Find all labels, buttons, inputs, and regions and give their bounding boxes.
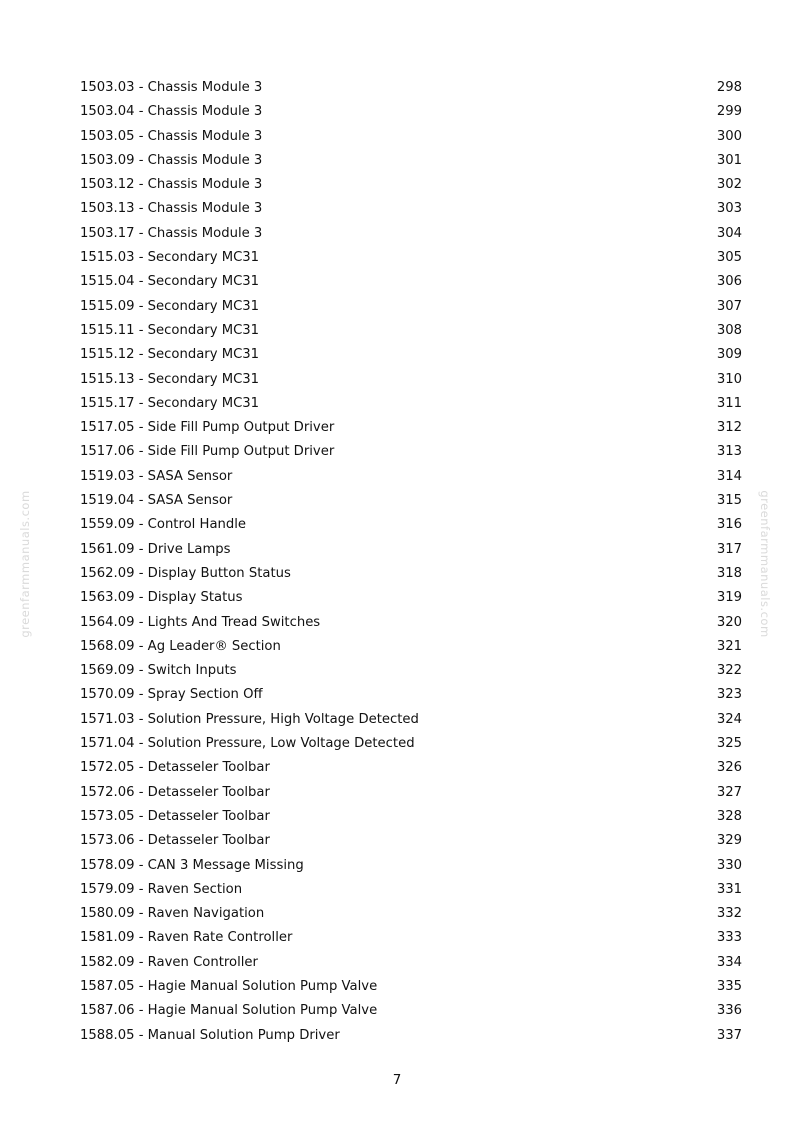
- toc-entry-page: 326: [716, 760, 742, 776]
- toc-entry-page: 305: [716, 250, 742, 266]
- toc-entry-title: 1562.09 - Display Button Status: [80, 565, 291, 581]
- toc-entry-title: 1587.06 - Hagie Manual Solution Pump Valve: [80, 1003, 378, 1019]
- toc-entry-page: 321: [716, 638, 742, 654]
- toc-entry-title: 1503.05 - Chassis Module 3: [80, 128, 263, 144]
- toc-entry[interactable]: [80, 611, 742, 635]
- toc-entry-title: 1578.09 - CAN 3 Message Missing: [80, 857, 304, 873]
- toc-entry-title: 1563.09 - Display Status: [80, 590, 243, 606]
- toc-entry-title: 1515.13 - Secondary MC31: [80, 371, 260, 387]
- toc-entry-title: 1588.05 - Manual Solution Pump Driver: [80, 1027, 340, 1043]
- toc-entry-page: 328: [716, 808, 742, 824]
- toc-entry-page: 329: [716, 833, 742, 849]
- toc-entry[interactable]: [80, 197, 742, 221]
- toc-entry-page: 312: [716, 420, 742, 436]
- toc-entry-title: 1519.03 - SASA Sensor: [80, 468, 233, 484]
- toc-entry-page: 319: [716, 590, 742, 606]
- toc-entry-title: 1561.09 - Drive Lamps: [80, 541, 231, 557]
- toc-entry-title: 1515.09 - Secondary MC31: [80, 298, 260, 314]
- toc-entry[interactable]: [80, 951, 742, 975]
- watermark-left: greenfarmmanuals.com: [18, 490, 32, 638]
- toc-entry[interactable]: [80, 489, 742, 513]
- toc-entry[interactable]: [80, 683, 742, 707]
- toc-entry-page: 337: [716, 1027, 742, 1043]
- toc-entry-title: 1573.05 - Detasseler Toolbar: [80, 808, 270, 824]
- toc-entry[interactable]: [80, 392, 742, 416]
- toc-entry[interactable]: [80, 829, 742, 853]
- toc-entry-page: 307: [716, 298, 742, 314]
- toc-entry[interactable]: [80, 999, 742, 1023]
- toc-entry[interactable]: [80, 295, 742, 319]
- toc-entry[interactable]: [80, 926, 742, 950]
- toc-entry-title: 1570.09 - Spray Section Off: [80, 687, 263, 703]
- toc-entry-page: 300: [716, 128, 742, 144]
- toc-entry-title: 1569.09 - Switch Inputs: [80, 663, 237, 679]
- toc-entry-title: 1580.09 - Raven Navigation: [80, 906, 265, 922]
- toc-entry-page: 324: [716, 711, 742, 727]
- toc-entry-title: 1571.03 - Solution Pressure, High Voltage Detected: [80, 711, 419, 727]
- toc-entry[interactable]: [80, 854, 742, 878]
- toc-entry-title: 1503.13 - Chassis Module 3: [80, 201, 263, 217]
- toc-entry-page: 308: [716, 322, 742, 338]
- toc-entry-title: 1515.04 - Secondary MC31: [80, 274, 260, 290]
- toc-entry[interactable]: [80, 562, 742, 586]
- toc-entry-title: 1572.06 - Detasseler Toolbar: [80, 784, 270, 800]
- toc-entry[interactable]: [80, 902, 742, 926]
- toc-entry-page: 310: [716, 371, 742, 387]
- toc-entry-page: 309: [716, 347, 742, 363]
- toc-entry[interactable]: [80, 465, 742, 489]
- table-of-contents: [80, 76, 742, 1048]
- toc-entry[interactable]: [80, 440, 742, 464]
- toc-entry[interactable]: [80, 635, 742, 659]
- toc-entry-title: 1573.06 - Detasseler Toolbar: [80, 833, 270, 849]
- toc-entry-title: 1515.11 - Secondary MC31: [80, 322, 260, 338]
- toc-entry-page: 311: [716, 395, 742, 411]
- toc-entry-title: 1515.17 - Secondary MC31: [80, 395, 260, 411]
- toc-entry-page: 336: [716, 1003, 742, 1019]
- toc-entry[interactable]: [80, 222, 742, 246]
- toc-entry-title: 1503.17 - Chassis Module 3: [80, 225, 263, 241]
- toc-entry-title: 1568.09 - Ag Leader® Section: [80, 638, 281, 654]
- toc-entry-page: 325: [716, 736, 742, 752]
- toc-entry-title: 1517.05 - Side Fill Pump Output Driver: [80, 420, 335, 436]
- toc-entry[interactable]: [80, 513, 742, 537]
- toc-entry-page: 320: [716, 614, 742, 630]
- toc-entry[interactable]: [80, 756, 742, 780]
- toc-entry[interactable]: [80, 125, 742, 149]
- page-number: 7: [392, 1072, 402, 1088]
- toc-entry-page: 316: [716, 517, 742, 533]
- toc-entry[interactable]: [80, 975, 742, 999]
- toc-entry-title: 1579.09 - Raven Section: [80, 881, 243, 897]
- toc-entry-title: 1572.05 - Detasseler Toolbar: [80, 760, 270, 776]
- toc-entry[interactable]: [80, 149, 742, 173]
- toc-entry-title: 1571.04 - Solution Pressure, Low Voltage Detected: [80, 736, 415, 752]
- toc-entry-page: 322: [716, 663, 742, 679]
- toc-entry-title: 1515.12 - Secondary MC31: [80, 347, 260, 363]
- toc-entry-page: 304: [716, 225, 742, 241]
- toc-entry-page: 301: [716, 152, 742, 168]
- toc-entry[interactable]: [80, 368, 742, 392]
- toc-entry-title: 1519.04 - SASA Sensor: [80, 493, 233, 509]
- toc-entry-title: 1582.09 - Raven Controller: [80, 954, 258, 970]
- toc-entry-page: 333: [716, 930, 742, 946]
- toc-entry[interactable]: [80, 732, 742, 756]
- toc-entry-page: 314: [716, 468, 742, 484]
- toc-entry[interactable]: [80, 270, 742, 294]
- toc-entry-title: 1503.12 - Chassis Module 3: [80, 177, 263, 193]
- toc-entry[interactable]: [80, 416, 742, 440]
- toc-entry-page: 298: [716, 80, 742, 95]
- toc-entry[interactable]: [80, 586, 742, 610]
- toc-entry-page: 334: [716, 954, 742, 970]
- toc-entry-title: 1587.05 - Hagie Manual Solution Pump Valve: [80, 978, 378, 994]
- toc-entry-title: 1503.04 - Chassis Module 3: [80, 104, 263, 120]
- toc-entry[interactable]: [80, 781, 742, 805]
- toc-entry[interactable]: [80, 708, 742, 732]
- toc-entry-page: 306: [716, 274, 742, 290]
- toc-entry[interactable]: [80, 538, 742, 562]
- toc-entry-page: 331: [716, 881, 742, 897]
- toc-entry-page: 330: [716, 857, 742, 873]
- toc-entry-page: 299: [716, 104, 742, 120]
- toc-entry[interactable]: [80, 173, 742, 197]
- toc-entry[interactable]: [80, 319, 742, 343]
- toc-entry-title: 1559.09 - Control Handle: [80, 517, 247, 533]
- toc-entry[interactable]: [80, 1024, 742, 1048]
- toc-entry-title: 1517.06 - Side Fill Pump Output Driver: [80, 444, 335, 460]
- toc-entry[interactable]: [80, 659, 742, 683]
- toc-entry-page: 303: [716, 201, 742, 217]
- toc-entry-title: 1503.03 - Chassis Module 3: [80, 80, 263, 95]
- toc-entry[interactable]: [80, 100, 742, 124]
- toc-entry[interactable]: [80, 343, 742, 367]
- toc-entry-page: 317: [716, 541, 742, 557]
- toc-entry[interactable]: [80, 878, 742, 902]
- toc-entry-title: 1564.09 - Lights And Tread Switches: [80, 614, 321, 630]
- toc-entry-page: 327: [716, 784, 742, 800]
- toc-entry-title: 1581.09 - Raven Rate Controller: [80, 930, 293, 946]
- toc-entry[interactable]: [80, 76, 742, 100]
- toc-entry-page: 313: [716, 444, 742, 460]
- toc-entry-page: 332: [716, 906, 742, 922]
- toc-entry-page: 318: [716, 565, 742, 581]
- toc-entry-title: 1503.09 - Chassis Module 3: [80, 152, 263, 168]
- toc-entry-title: 1515.03 - Secondary MC31: [80, 250, 260, 266]
- toc-entry-page: 302: [716, 177, 742, 193]
- toc-entry-page: 315: [716, 493, 742, 509]
- toc-entry-page: 335: [716, 978, 742, 994]
- toc-entry[interactable]: [80, 805, 742, 829]
- watermark-right: greenfarmmanuals.com: [758, 490, 772, 638]
- toc-entry[interactable]: [80, 246, 742, 270]
- toc-entry-page: 323: [716, 687, 742, 703]
